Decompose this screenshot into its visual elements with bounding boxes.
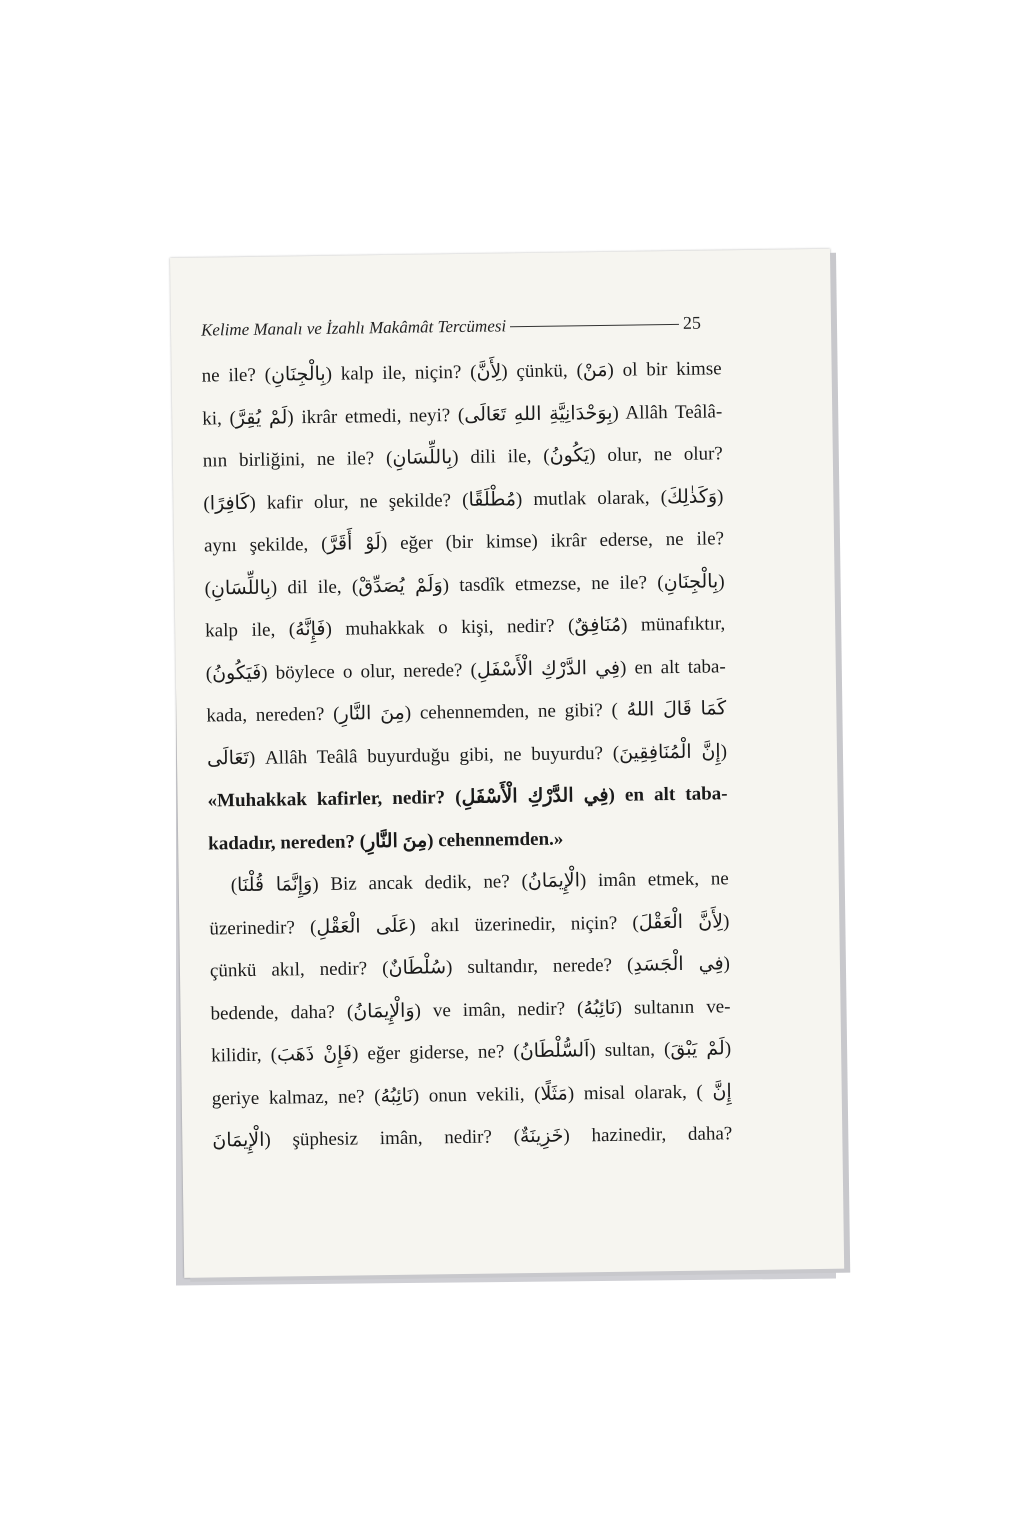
text-line: kadadır, nereden? (مِنَ النَّارِ) cehennemden.»	[208, 828, 564, 855]
text-line: الْإِيمَانَ) şüphesiz imân, nedir? (خَزِينَةٌ) hazinedir, daha?	[212, 1123, 733, 1152]
header-rule	[510, 324, 679, 327]
running-header	[201, 313, 701, 341]
text-line: bedende, daha? (وَالْإِيمَانُ) ve imân, nedir? (نَائِبُهُ) sultanın ve-	[210, 995, 731, 1025]
text-line: geriye kalmaz, ne? (نَائِبُهُ) onun vekili, (مَثَلًا) misal olarak, ( إِنَّ	[211, 1080, 732, 1109]
text-line: kalp ile, (فَإِنَّهُ) muhakkak o kişi, nedir? (مُنَافِقٌ) münafıktır,	[205, 613, 726, 642]
text-line: nın birliğini, ne ile? (بِاللِّسَانِ) dili ile, (يَكُونُ) olur, ne olur?	[202, 443, 723, 472]
text-line: kilidir, (فَإِنْ ذَهَبَ) eğer giderse, ne? (اَلسُّلْطَانُ) sultan, (لَمْ يَبْقَ)	[210, 1038, 732, 1067]
page-body	[201, 348, 732, 1163]
page-number: 25	[682, 312, 702, 333]
text-line: çünkü akıl, nedir? (سُلْطَانٌ) sultandır, nerede? (فِي الْجَسَدِ)	[209, 953, 731, 982]
text-line: kada, nereden? (مِنَ النَّارِ) cehennemden, ne gibi? ( كَمَا قَالَ اللهُ	[206, 698, 727, 727]
text-line: (بِاللِّسَانِ) dil ile, (وَلَمْ يُصَدِّقْ) tasdîk etmezse, ne ile? (بِالْجِنَانِ)	[204, 570, 725, 600]
text-line: üzerinedir? (عَلَى الْعَقْلِ) akıl üzerinedir, niçin? (لِأَنَّ الْعَقْلَ)	[209, 910, 730, 940]
text-line: aynı şekilde, (لَوْ أَقَرَّ) eğer (bir kimse) ikrâr ederse, ne ile?	[203, 528, 725, 557]
book-page	[170, 249, 844, 1278]
text-line: ki, (لَمْ يُقِرَّ) ikrâr etmedi, neyi? (بِوَحْدَانِيَّةِ اللهِ تَعَالَى) Allâh Teâlâ-	[202, 400, 723, 430]
text-line: تَعَالَى) Allâh Teâlâ buyurduğu gibi, ne buyurdu? (إِنَّ الْمُنَافِقِينَ)	[206, 740, 728, 770]
text-line: (وَإِنَّمَا قُلْنَا) Biz ancak dedik, ne? (الْإِيمَانُ) imân etmek, ne	[230, 868, 729, 897]
text-line: «Muhakkak kafirler, nedir? (فِي الدَّرْكِ الْأَسْفَلِ) en alt taba-	[207, 783, 728, 812]
text-line: (فَيَكُونُ) böylece o olur, nerede? (فِي الدَّرْكِ الْأَسْفَلِ) en alt taba-	[205, 655, 726, 685]
text-line: ne ile? (بِالْجِنَانِ) kalp ile, niçin? (لِأَنَّ) çünkü, (مَنْ) ol bir kimse	[201, 358, 722, 387]
running-title: Kelime Manalı ve İzahlı Makâmât Tercümesi	[200, 315, 507, 340]
text-line: (كَافِرًا) kafir olur, ne şekilde? (مُطْلَقًا) mutlak olarak, (وَكَذٰلِكَ)	[203, 485, 724, 515]
